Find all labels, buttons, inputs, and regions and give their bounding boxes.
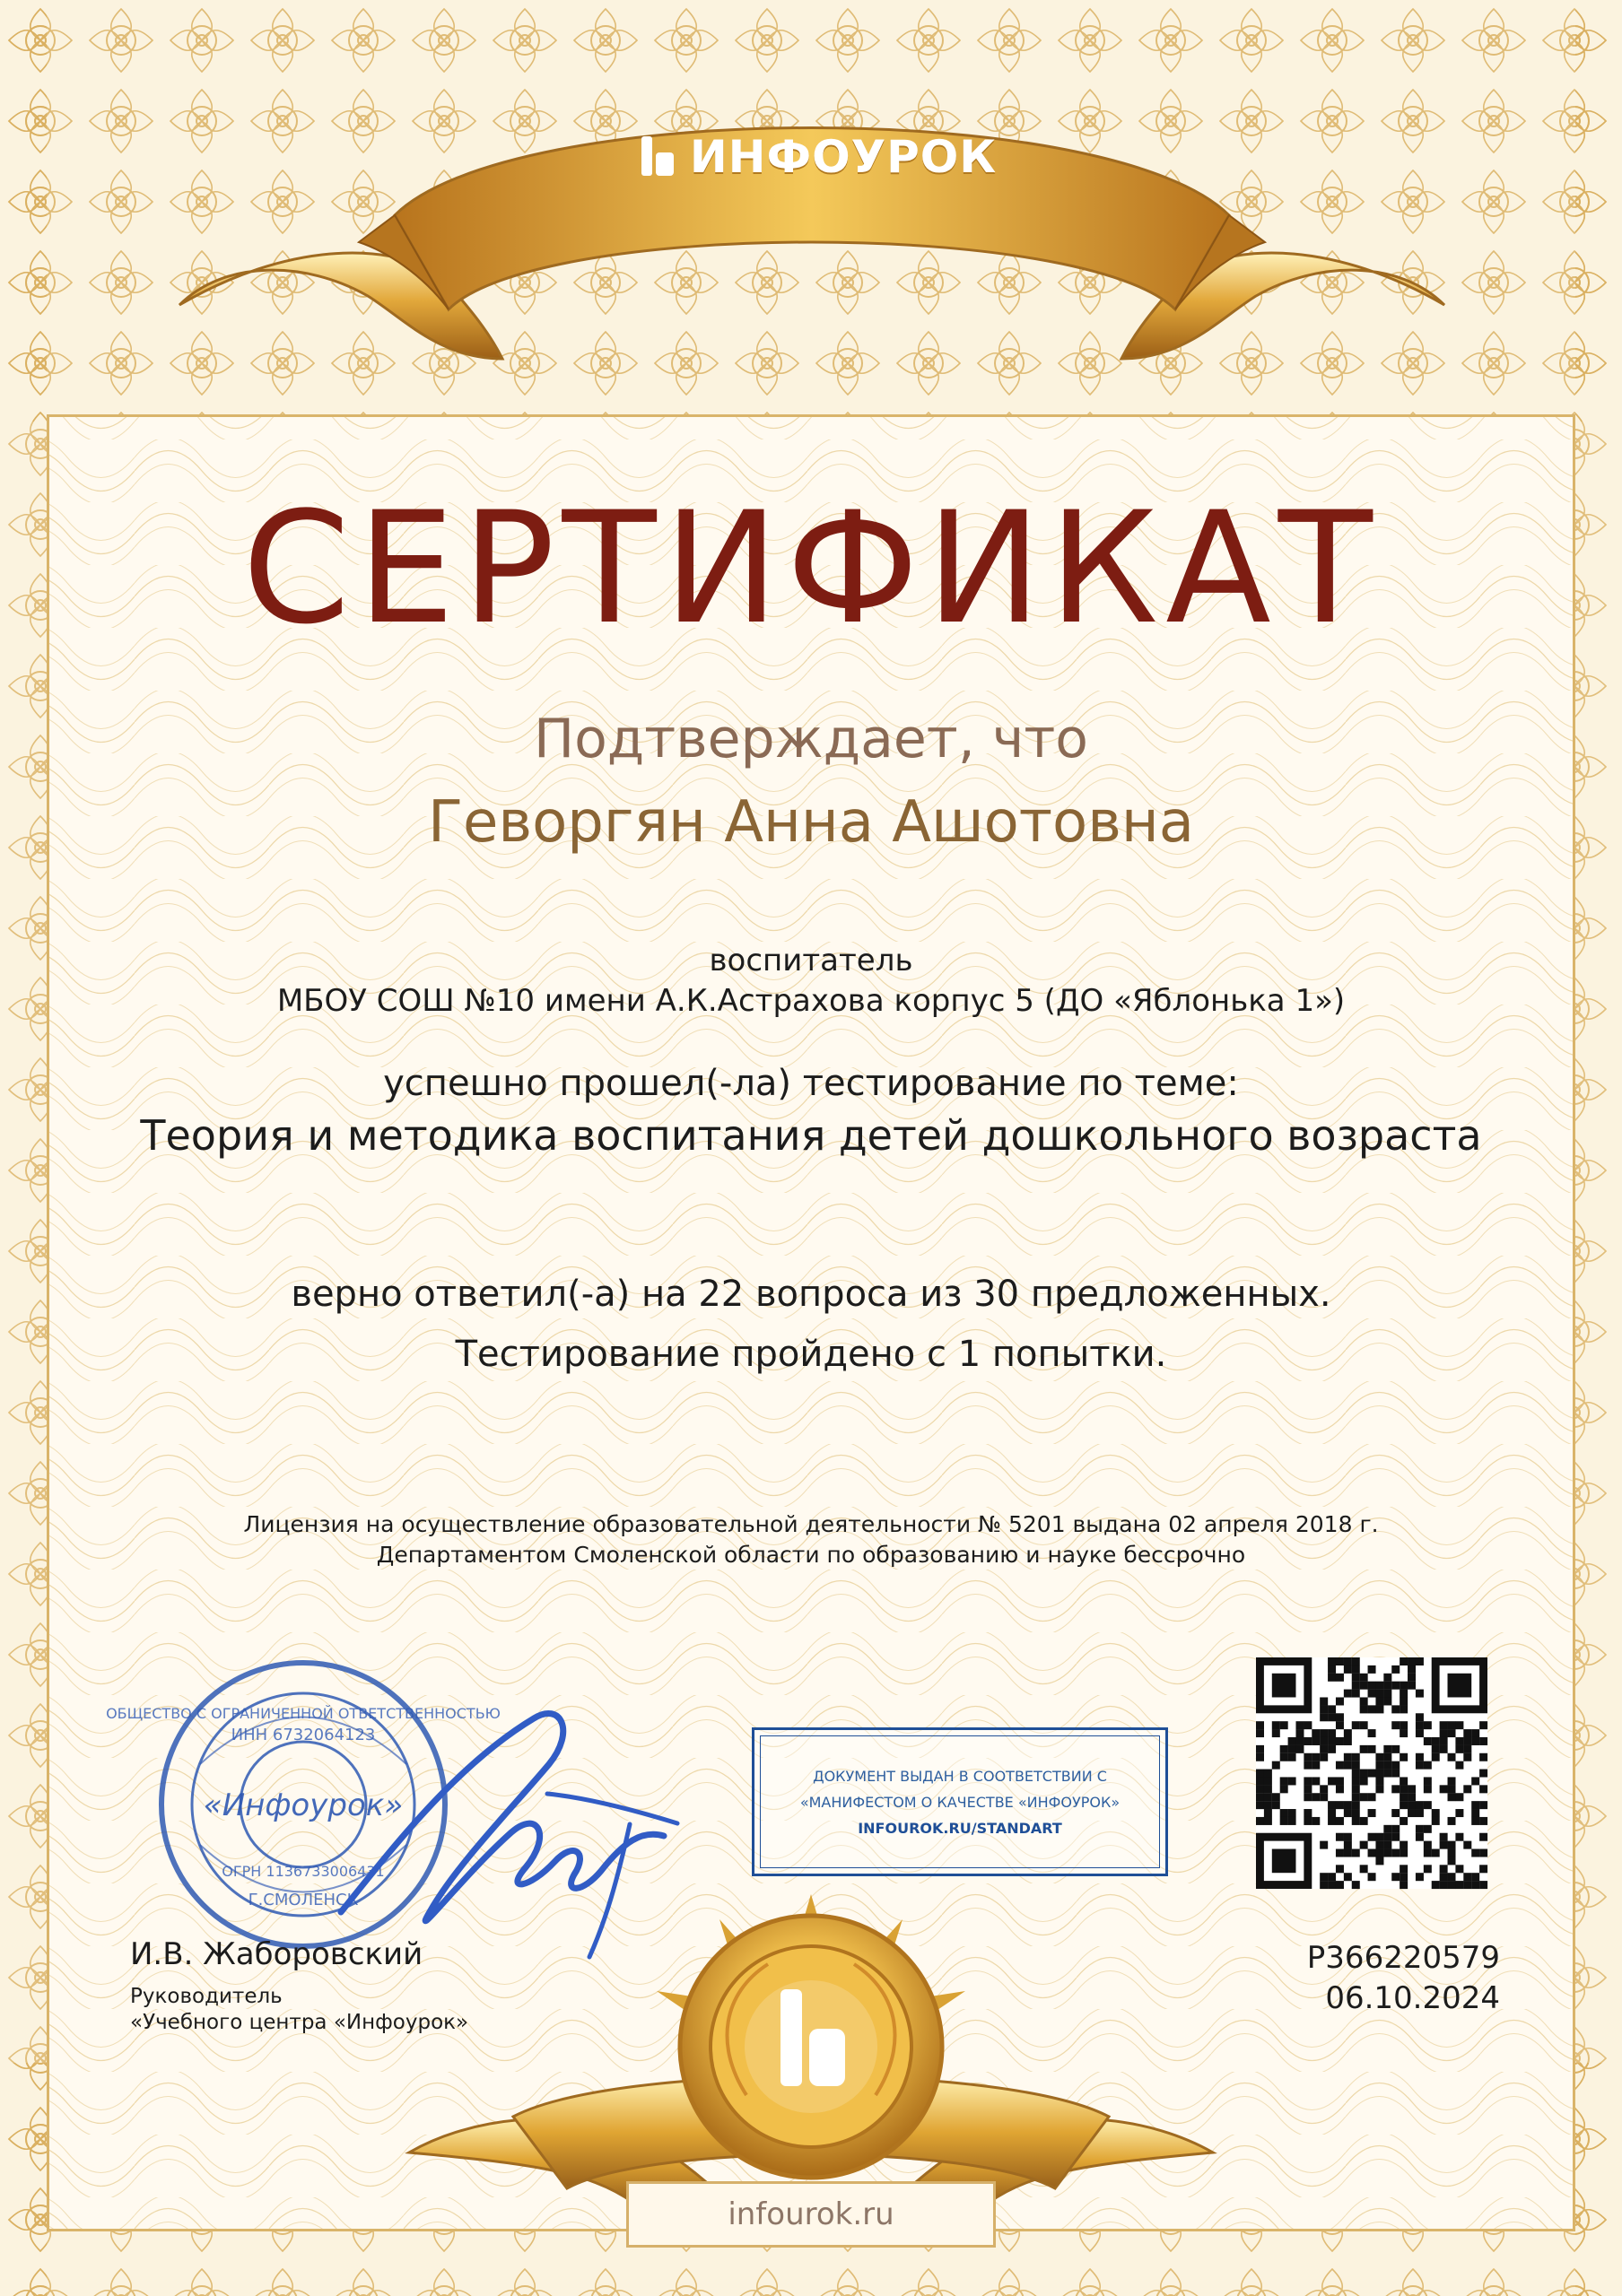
manifest-url[interactable]: INFOUROK.RU/STANDART	[858, 1819, 1062, 1837]
infourok-logo	[624, 124, 1010, 190]
confirms-label: Подтверждает, что	[533, 708, 1089, 770]
recipient-name: Геворгян Анна Ашотовна	[428, 789, 1194, 856]
passed-test-label: успешно прошел(-ла) тестирование по теме:	[383, 1063, 1239, 1104]
website-link[interactable]: infourok.ru	[728, 2196, 894, 2232]
stamp-inn: ИНН 6732064123	[231, 1726, 376, 1744]
license-line-1: Лицензия на осуществление образовательной деятельности № 5201 выдана 02 апреля 2018 г.	[243, 1511, 1379, 1537]
stamp-ogrn: ОГРН 1136733006431	[222, 1863, 385, 1880]
manifest-line-1: ДОКУМЕНТ ВЫДАН В СООТВЕТСТВИИ С	[813, 1767, 1107, 1785]
infourok-logo-text: ИНФОУРОК	[689, 131, 998, 183]
certificate-title: СЕРТИФИКАТ	[242, 478, 1380, 658]
signer-name: И.В. Жаборовский	[130, 1936, 423, 1972]
infourok-logo-icon	[638, 131, 677, 183]
recipient-school: МБОУ СОШ №10 имени А.К.Астрахова корпус 5 (ДО «Яблонька 1»)	[276, 983, 1346, 1019]
certificate-id: Р366220579	[1306, 1940, 1500, 1976]
test-topic: Теория и методика воспитания детей дошкольного возраста	[140, 1111, 1482, 1160]
signer-role-line-1: Руководитель	[130, 1985, 283, 2008]
website-box[interactable]	[626, 2181, 996, 2248]
manifest-line-2: «МАНИФЕСТОМ О КАЧЕСТВЕ «ИНФОУРОК»	[799, 1793, 1121, 1811]
answers-result: верно ответил(-а) на 22 вопроса из 30 предложенных.	[291, 1274, 1331, 1315]
qr-code-icon[interactable]	[1256, 1657, 1487, 1889]
stamp-city: Г.СМОЛЕНСК	[248, 1891, 359, 1909]
quality-manifest-box	[752, 1727, 1168, 1876]
stamp-ring-text: ОБЩЕСТВО С ОГРАНИЧЕННОЙ ОТВЕТСТВЕННОСТЬЮ	[106, 1705, 501, 1722]
license-line-2: Департаментом Смоленской области по образованию и науке бессрочно	[376, 1542, 1246, 1568]
recipient-position: воспитатель	[709, 943, 913, 978]
signer-role-line-2: «Учебного центра «Инфоурок»	[130, 2011, 469, 2034]
attempts-result: Тестирование пройдено с 1 попытки.	[455, 1334, 1167, 1375]
quality-manifest-inner	[760, 1735, 1160, 1868]
stamp-center-text: «Инфоурок»	[203, 1787, 404, 1823]
certificate-date: 06.10.2024	[1325, 1980, 1500, 2016]
